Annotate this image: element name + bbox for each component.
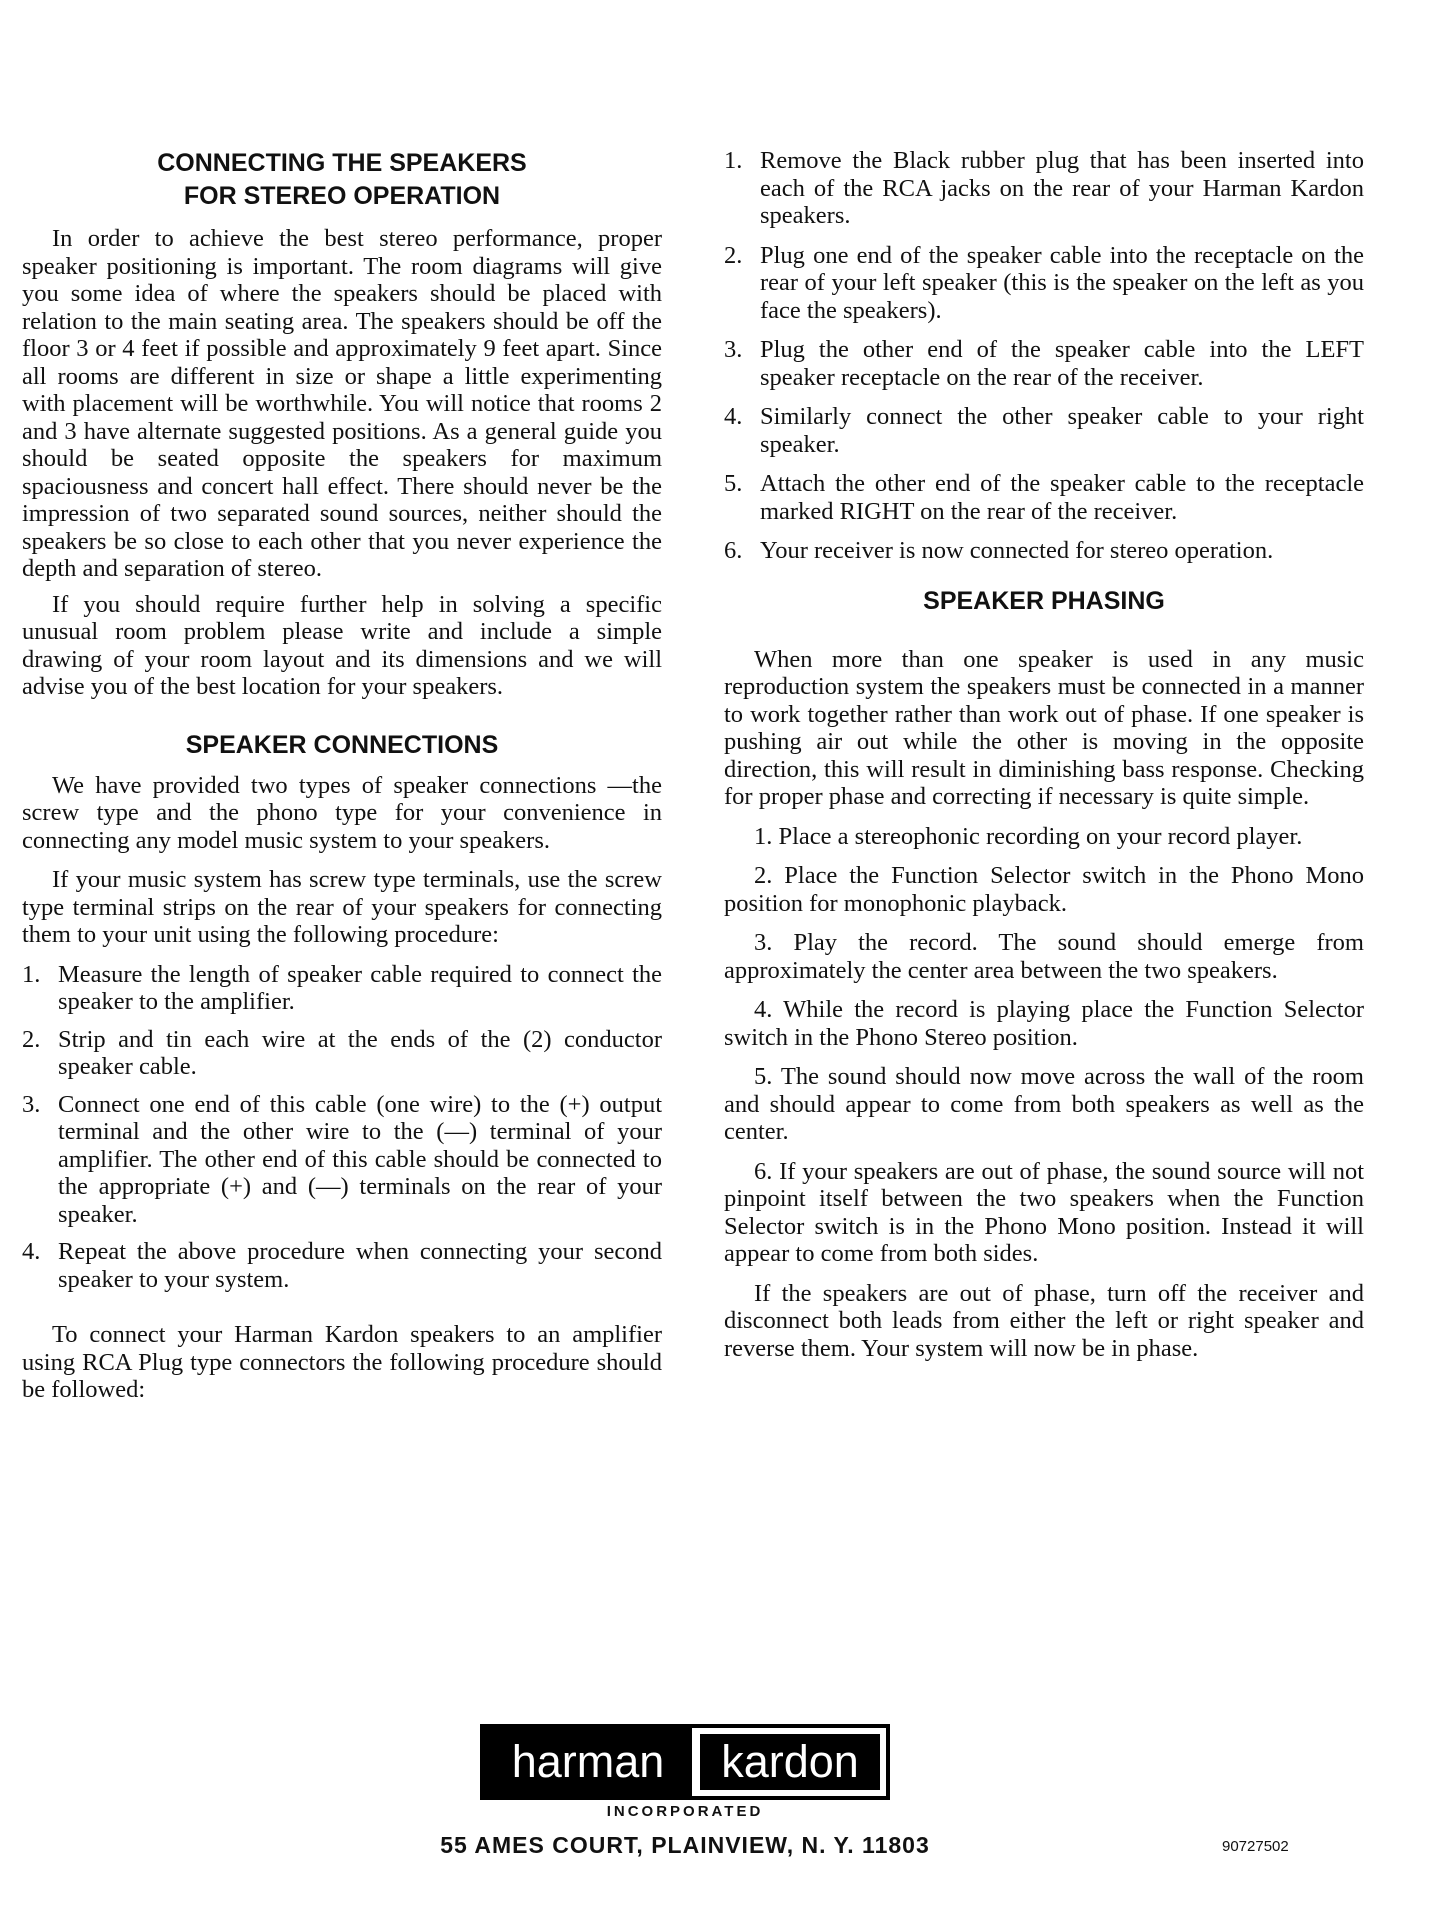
step-number: 4. bbox=[724, 403, 743, 430]
step-number: 3. bbox=[724, 336, 743, 363]
step-text: Connect one end of this cable (one wire) to the (+) output terminal and the other wire to the (—) terminal of your amplifier. The other end of this cable should be connected to the appropriate (+) and (—) terminals on the rear of your speaker. bbox=[58, 1090, 662, 1228]
step-number: 5. bbox=[724, 470, 743, 497]
document-number: 90727502 bbox=[1222, 1838, 1289, 1855]
paragraph-positioning: In order to achieve the best stereo performance, proper speaker positioning is important. The room diagrams will give you some idea of where the speakers should be placed with relation to the main seating area. The speakers should be off the floor 3 or 4 feet if possible and approximately 9 feet apart. Since all rooms are different in size or shape a little experimenting with placement will be worthwhile. You will notice that rooms 2 and 3 have alternate suggested positions. As a general guide you should be seated opposite the speakers for maximum spaciousness and concert hall effect. There should never be the impression of two separated sound sources, neither should the speakers be so close to each other that you never experience the depth and separation of stereo. bbox=[22, 225, 662, 582]
paragraph-connection-types: We have provided two types of speaker connections —the screw type and the phono type for your convenience in connecting any model music system to your speakers. bbox=[22, 771, 662, 854]
list-item bbox=[724, 403, 1364, 458]
section-heading-speaker-phasing: SPEAKER PHASING bbox=[923, 586, 1165, 615]
step-text: Attach the other end of the speaker cable to the receptacle marked RIGHT on the rear of the receiver. bbox=[760, 470, 1364, 525]
phasing-step: 4. While the record is playing place the Function Selector switch in the Phono Stereo position. bbox=[724, 996, 1364, 1051]
paragraph-help: If you should require further help in solving a specific unusual room problem please write and include a simple drawing of your room layout and its dimensions and we will advise you of the best location for your speakers. bbox=[22, 590, 662, 700]
phasing-step: 3. Play the record. The sound should emerge from approximately the center area between the two speakers. bbox=[724, 929, 1364, 984]
paragraph-phasing-intro: When more than one speaker is used in any music reproduction system the speakers must be connected in a manner to work together rather than work out of phase. If one speaker is pushing air out while the other is moving in the opposite direction, this will result in diminishing bass response. Checking for proper phase and correcting if necessary is quite simple. bbox=[724, 645, 1364, 810]
phasing-step: 6. If your speakers are out of phase, the sound source will not pinpoint itself between the two speakers when the Function Selector switch is in the Phono Mono position. Instead it will appear to come from both sides. bbox=[724, 1157, 1364, 1267]
screw-terminal-steps bbox=[22, 961, 662, 1294]
rca-connection-steps bbox=[724, 147, 1364, 565]
right-column bbox=[724, 147, 1364, 1362]
list-item bbox=[724, 336, 1364, 391]
phasing-step: 1. Place a stereophonic recording on your record player. bbox=[754, 822, 1303, 850]
list-item bbox=[724, 470, 1364, 525]
step-number: 2. bbox=[22, 1025, 41, 1053]
company-address: 55 AMES COURT, PLAINVIEW, N. Y. 11803 bbox=[440, 1832, 930, 1858]
left-column bbox=[22, 147, 662, 1404]
phasing-step: 2. Place the Function Selector switch in the Phono Mono position for monophonic playback. bbox=[724, 862, 1364, 917]
step-number: 1. bbox=[22, 960, 41, 988]
logo-left-word: harman bbox=[484, 1728, 692, 1796]
step-number: 6. bbox=[724, 537, 743, 564]
company-suffix: INCORPORATED bbox=[606, 1803, 764, 1820]
step-number: 1. bbox=[724, 147, 743, 174]
step-number: 2. bbox=[724, 241, 743, 269]
list-item bbox=[22, 1238, 662, 1293]
paragraph-rca-intro: To connect your Harman Kardon speakers to an amplifier using RCA Plug type connectors the following procedure should be followed: bbox=[22, 1321, 662, 1403]
list-item bbox=[724, 242, 1364, 325]
step-number: 3. bbox=[22, 1090, 41, 1118]
phasing-step: 5. The sound should now move across the wall of the room and should appear to come from both speakers as well as the center. bbox=[724, 1063, 1364, 1145]
step-text: Plug one end of the speaker cable into the receptacle on the rear of your left speaker (this is the speaker on the left as you face the speakers). bbox=[760, 241, 1364, 324]
step-text: Remove the Black rubber plug that has been inserted into each of the RCA jacks on the rear of your Harman Kardon speakers. bbox=[760, 147, 1364, 229]
step-text: Measure the length of speaker cable required to connect the speaker to the amplifier. bbox=[58, 960, 662, 1015]
section-heading-speaker-connections: SPEAKER CONNECTIONS bbox=[185, 730, 499, 759]
list-item bbox=[22, 961, 662, 1016]
step-text: Plug the other end of the speaker cable into the LEFT speaker receptacle on the rear of the receiver. bbox=[760, 336, 1364, 391]
paragraph-screw-terminals: If your music system has screw type terminals, use the screw type terminal strips on the rear of your speakers for connecting them to your unit using the following procedure: bbox=[22, 866, 662, 948]
step-text: Repeat the above procedure when connecting your second speaker to your system. bbox=[58, 1238, 662, 1293]
heading-line-1: CONNECTING THE SPEAKERS bbox=[157, 149, 527, 177]
step-text: Strip and tin each wire at the ends of the (2) conductor speaker cable. bbox=[58, 1025, 662, 1080]
list-item bbox=[22, 1026, 662, 1081]
step-text: Your receiver is now connected for stereo operation. bbox=[760, 537, 1274, 564]
heading-line-2: FOR STEREO OPERATION bbox=[183, 182, 501, 210]
section-heading-stereo-operation bbox=[22, 147, 662, 213]
list-item bbox=[724, 537, 1364, 565]
logo-divider bbox=[692, 1728, 700, 1796]
harman-kardon-logo bbox=[480, 1724, 890, 1800]
paragraph-phasing-fix: If the speakers are out of phase, turn off the receiver and disconnect both leads from either the left or right speaker and reverse them. Your system will now be in phase. bbox=[724, 1279, 1364, 1362]
logo-right-word: kardon bbox=[700, 1734, 880, 1790]
step-text: Similarly connect the other speaker cable to your right speaker. bbox=[760, 403, 1364, 458]
list-item bbox=[724, 147, 1364, 230]
step-number: 4. bbox=[22, 1238, 41, 1265]
list-item bbox=[22, 1091, 662, 1229]
